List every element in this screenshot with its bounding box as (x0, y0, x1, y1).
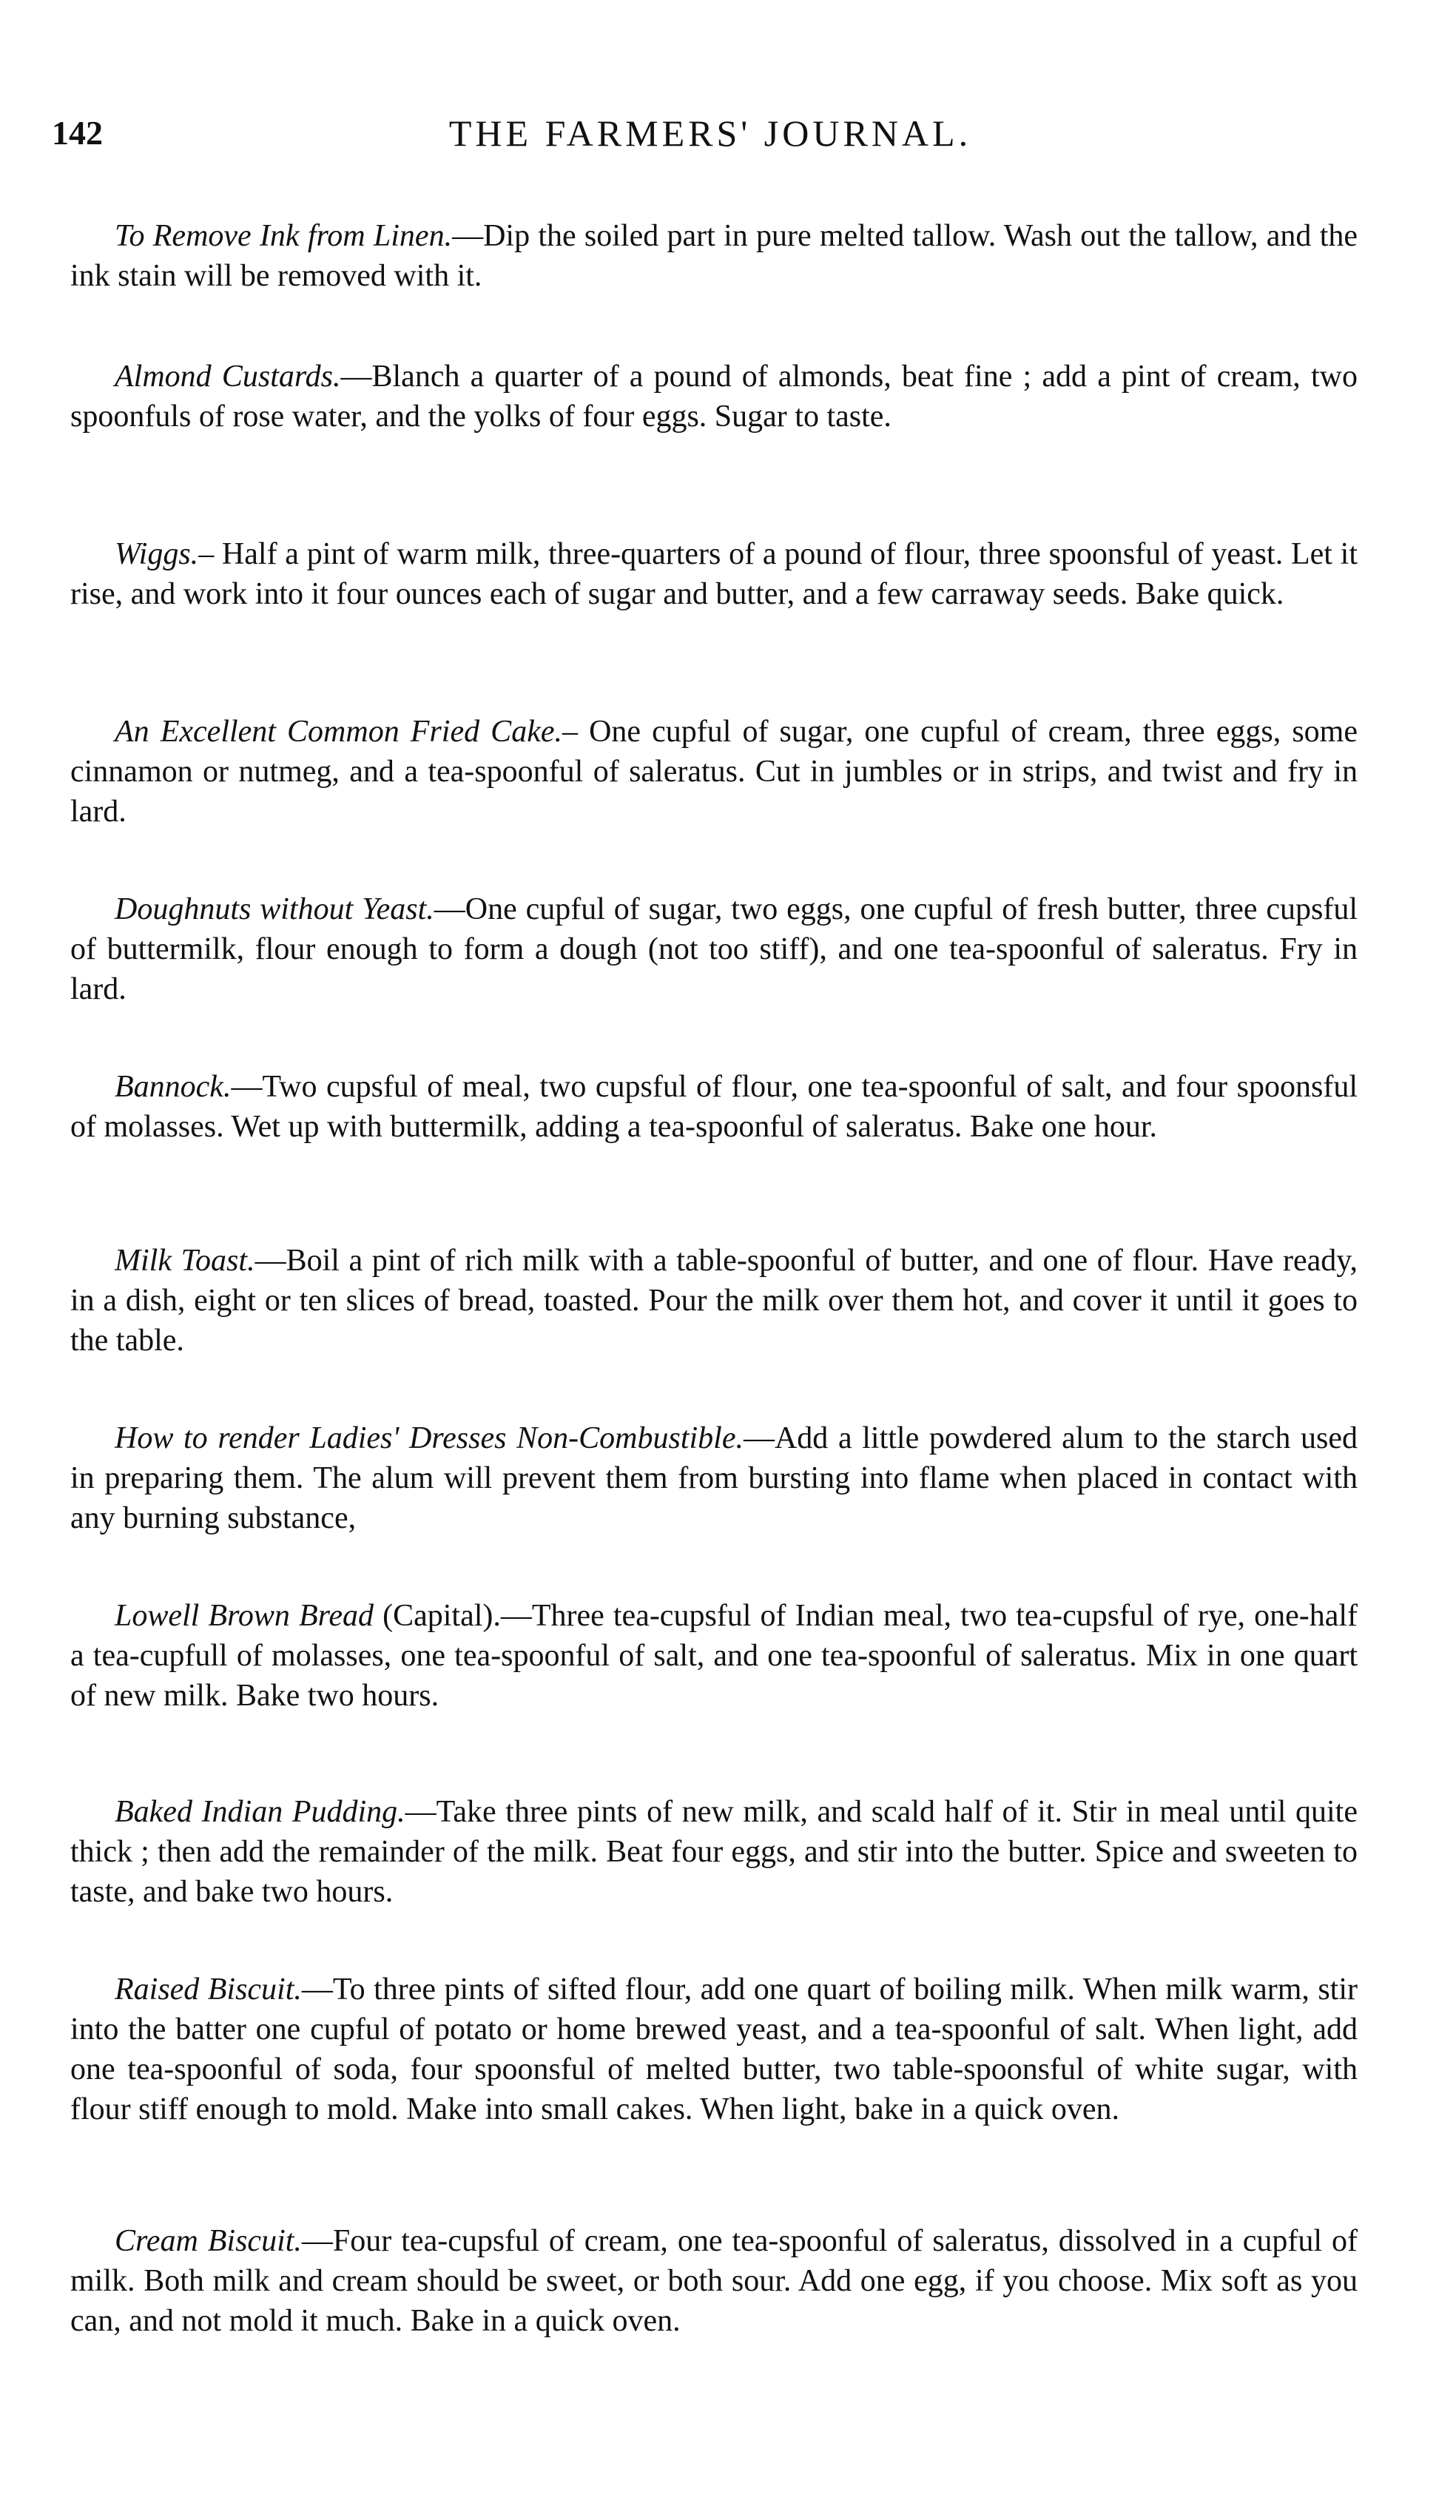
recipe-body: —One cupful of sugar, two eggs, one cupful of fresh butter, three cupsful of buttermilk, flour enough to form a dough (not too stiff), and one tea-spoonful of saleratus. Fry in lard. (70, 892, 1358, 1006)
recipe-title: Doughnuts without Yeast. (115, 892, 434, 926)
recipe-title: An Excellent Common Fried Cake. (115, 715, 562, 749)
recipe-title: Milk Toast. (115, 1244, 255, 1278)
recipe-entry-fried-cake (70, 712, 1358, 832)
recipe-title: To Remove Ink from Linen. (115, 219, 453, 253)
recipe-title: Cream Biscuit. (115, 2224, 302, 2258)
page-number: 142 (52, 114, 103, 152)
recipe-body: —Blanch a quarter of a pound of almonds, beat fine ; add a pint of cream, two spoonfuls of rose water, and the yolks of four eggs. Sugar to taste. (70, 360, 1358, 434)
recipe-title: Raised Biscuit. (115, 1972, 302, 2007)
recipe-body: —Four tea-cupsful of cream, one tea-spoonful of saleratus, dissolved in a cupful of milk. Both milk and cream should be sweet, or both sour. Add one egg, if you choose. Mix soft as you can, and not mold it much. Bake in a quick oven. (70, 2224, 1358, 2338)
recipe-entry-cream-biscuit (70, 2221, 1358, 2341)
recipe-entry-remove-ink (70, 216, 1358, 296)
recipe-title: Bannock. (115, 1070, 232, 1104)
recipe-entry-bannock (70, 1067, 1358, 1147)
recipe-entry-brown-bread (70, 1596, 1358, 1716)
recipe-title: Almond Custards. (115, 360, 341, 394)
running-title: THE FARMERS' JOURNAL. (448, 112, 972, 154)
recipe-body: —To three pints of sifted flour, add one quart of boiling milk. When milk warm, stir into the batter one cupful of potato or home brewed yeast, and a tea-spoonful of salt. When light, add one tea-spoonful of soda, four spoonsful of melted butter, two table-spoonsful of white sugar, with flour stiff enough to mold. Make into small cakes. When light, bake in a quick oven. (70, 1972, 1358, 2126)
recipe-body: —Boil a pint of rich milk with a table-spoonful of butter, and one of flour. Have ready, in a dish, eight or ten slices of bread, toasted. Pour the milk over them hot, and cover it until it goes to the table. (70, 1244, 1358, 1358)
recipe-body: —Two cupsful of meal, two cupsful of flour, one tea-spoonful of salt, and four spoonsful of molasses. Wet up with buttermilk, adding a tea-spoonful of saleratus. Bake one hour. (70, 1070, 1358, 1144)
recipe-title: Lowell Brown Bread (115, 1599, 374, 1633)
recipe-entry-wiggs (70, 534, 1358, 614)
recipe-entry-raised-biscuit (70, 1970, 1358, 2129)
recipe-entry-almond-custards (70, 357, 1358, 437)
recipe-body: – One cupful of sugar, one cupful of cream, three eggs, some cinnamon or nutmeg, and a tea-spoonful of saleratus. Cut in jumbles or in strips, and twist and fry in lard. (70, 715, 1358, 829)
page-header (52, 111, 1369, 163)
recipe-entry-doughnuts (70, 889, 1358, 1009)
recipe-body: —Take three pints of new milk, and scald half of it. Stir in meal until quite thick ; then add the remainder of the milk. Beat four eggs, and stir into the butter. Spice and sweeten to taste, and bake two hours. (70, 1795, 1358, 1909)
recipe-entry-milk-toast (70, 1241, 1358, 1361)
recipe-title: Wiggs. (115, 537, 199, 571)
recipe-title: How to render Ladies' Dresses Non-Combustible. (115, 1421, 744, 1455)
recipe-entry-indian-pudding (70, 1792, 1358, 1912)
recipe-body: —Dip the soiled part in pure melted tallow. Wash out the tallow, and the ink stain will be removed with it. (70, 219, 1358, 293)
recipe-body: – Half a pint of warm milk, three-quarters of a pound of flour, three spoonsful of yeast. Let it rise, and work into it four ounces each of sugar and butter, and a few carraway seeds. Bake quick. (70, 537, 1358, 611)
recipe-entry-dresses (70, 1418, 1358, 1538)
recipe-body: (Capital).—Three tea-cupsful of Indian meal, two tea-cupsful of rye, one-half a tea-cupfull of molasses, one tea-spoonful of salt, and one tea-spoonful of saleratus. Mix in one quart of new milk. Bake two hours. (70, 1599, 1358, 1713)
recipe-title: Baked Indian Pudding. (115, 1795, 405, 1829)
recipe-body: —Add a little powdered alum to the starch used in preparing them. The alum will prevent them from bursting into flame when placed in contact with any burning substance, (70, 1421, 1358, 1535)
